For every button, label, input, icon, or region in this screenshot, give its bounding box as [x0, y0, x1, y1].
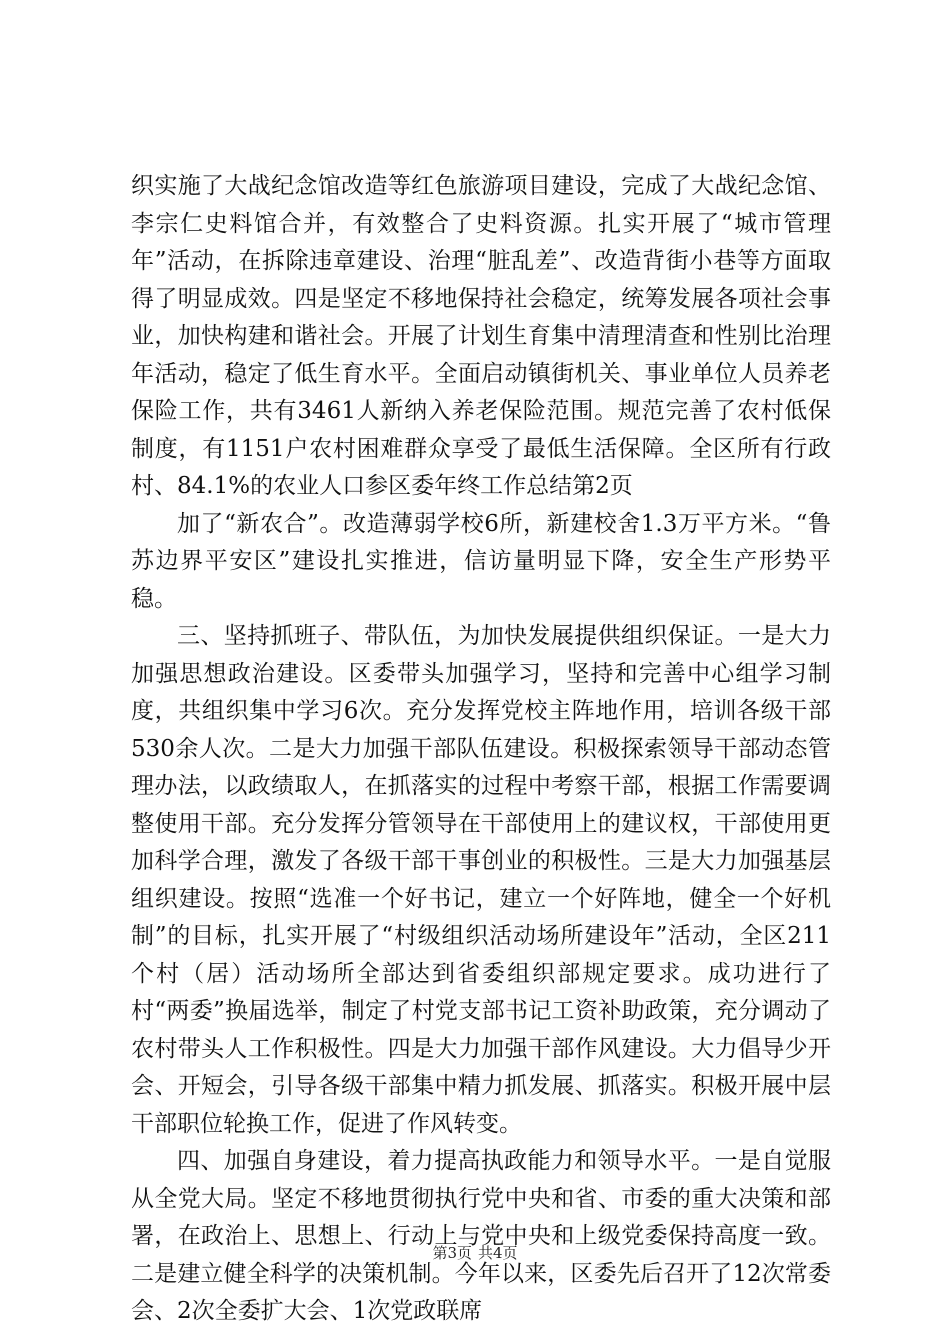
page-footer: [0, 1242, 950, 1263]
page-number: 第3页: [432, 1244, 472, 1262]
paragraph-1: 织实施了大战纪念馆改造等红色旅游项目建设，完成了大战纪念馆、李宗仁史料馆合并，有效整合了史料资源。扎实开展了“城市管理年”活动，在拆除违章建设、治理“脏乱差”、改造背街小巷等方面取得了明显成效。四是坚定不移地保持社会稳定，统筹发展各项社会事业，加快构建和谐社会。开展了计划生育集中清理清查和性别比治理年活动，稳定了低生育水平。全面启动镇街机关、事业单位人员养老保险工作，共有3461人新纳入养老保险范围。规范完善了农村低保制度，有1151户农村困难群众享受了最低生活保障。全区所有行政村、84.1%的农业人口参区委年终工作总结第2页: [131, 173, 831, 499]
document-body: [131, 168, 831, 1331]
page-total: 共4页: [478, 1244, 518, 1262]
paragraph-3: 三、坚持抓班子、带队伍，为加快发展提供组织保证。一是大力加强思想政治建设。区委带头加强学习，坚持和完善中心组学习制度，共组织集中学习6次。充分发挥党校主阵地作用，培训各级干部530余人次。二是大力加强干部队伍建设。积极探索领导干部动态管理办法，以政绩取人，在抓落实的过程中考察干部，根据工作需要调整使用干部。充分发挥分管领导在干部使用上的建议权，干部使用更加科学合理，激发了各级干部干事创业的积极性。三是大力加强基层组织建设。按照“选准一个好书记，建立一个好阵地，健全一个好机制”的目标，扎实开展了“村级组织活动场所建设年”活动，全区211个村（居）活动场所全部达到省委组织部规定要求。成功进行了村“两委”换届选举，制定了村党支部书记工资补助政策，充分调动了农村带头人工作积极性。四是大力加强干部作风建设。大力倡导少开会、开短会，引导各级干部集中精力抓发展、抓落实。积极开展中层干部职位轮换工作，促进了作风转变。: [131, 623, 831, 1137]
paragraph-4: 四、加强自身建设，着力提高执政能力和领导水平。一是自觉服从全党大局。坚定不移地贯彻执行党中央和省、市委的重大决策和部署，在政治上、思想上、行动上与党中央和上级党委保持高度一致。二是建立健全科学的决策机制。今年以来，区委先后召开了12次常委会、2次全委扩大会、1次党政联席: [131, 1148, 831, 1324]
paragraph-2: 加了“新农合”。改造薄弱学校6所，新建校舍1.3万平方米。“鲁苏边界平安区”建设扎实推进，信访量明显下降，安全生产形势平稳。: [131, 510, 831, 612]
